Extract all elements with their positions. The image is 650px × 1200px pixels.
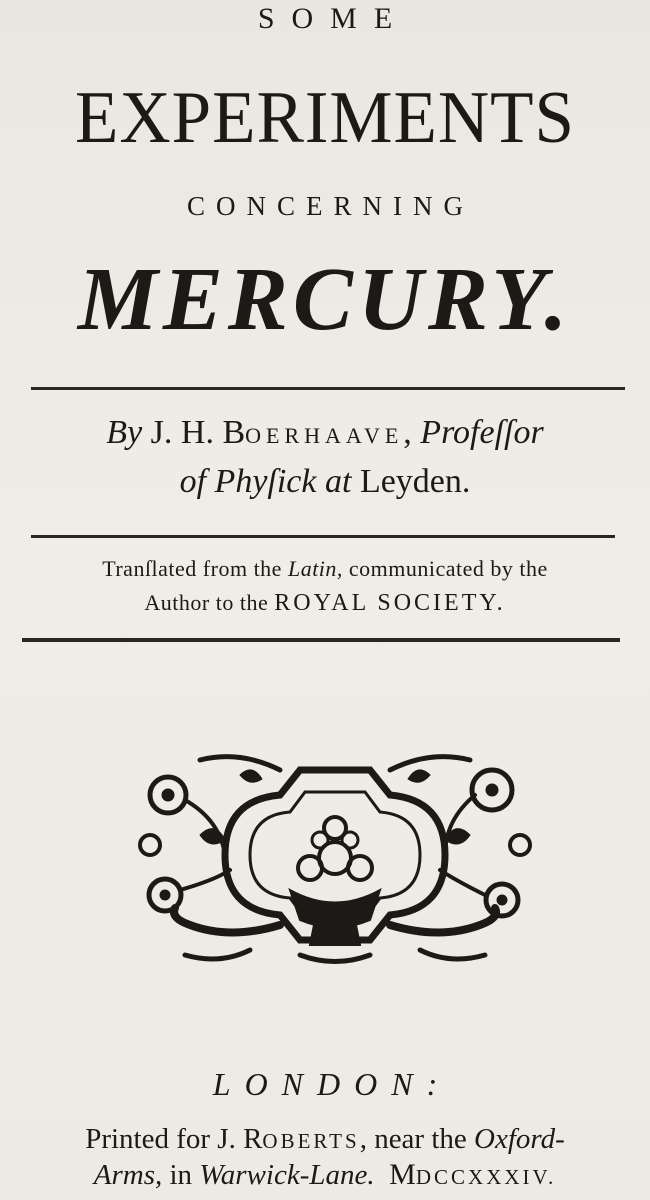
- arms-word: Arms,: [93, 1159, 163, 1191]
- in-word: in: [169, 1159, 193, 1191]
- imprint-city: LONDON:: [212, 1066, 452, 1102]
- author-line-1: [0, 414, 650, 452]
- translation-line-2: [0, 590, 650, 617]
- author-initials: J. H.: [150, 414, 214, 451]
- printer-initial: R: [243, 1123, 263, 1155]
- author-line-2: [0, 463, 650, 501]
- author-name-initial: B: [222, 414, 246, 451]
- near-text: , near the: [359, 1123, 467, 1155]
- physick-word: Phyſick: [214, 463, 317, 500]
- title-subject: MERCURY.: [77, 250, 573, 349]
- translation-line-1: [0, 556, 650, 582]
- author-title: Profeſſor: [420, 414, 544, 451]
- printed-for: Printed for J.: [85, 1123, 236, 1155]
- author-name-rest: OERHAAVE: [245, 423, 404, 448]
- translation-text-author: Author to the: [144, 590, 269, 615]
- author-comma: ,: [403, 414, 412, 451]
- translation-text-start: Tranſlated from the: [102, 556, 282, 581]
- divider-rule: [31, 535, 615, 538]
- title-experiments: EXPERIMENTS: [75, 77, 575, 159]
- ornament-vignette-icon: [130, 740, 540, 970]
- of-word: of: [179, 463, 207, 500]
- year-initial: M: [389, 1158, 416, 1191]
- imprint-line-2: [0, 1158, 650, 1192]
- title-some: SOME: [257, 2, 410, 35]
- by-word: By: [106, 414, 143, 451]
- translation-text-end: communicated by the: [348, 556, 548, 581]
- oxford-word: Oxford-: [474, 1123, 565, 1155]
- title-concerning: CONCERNING: [186, 191, 474, 221]
- divider-rule: [22, 638, 620, 642]
- royal-society: ROYAL SOCIETY.: [274, 590, 506, 616]
- divider-rule: [31, 387, 625, 390]
- printer-name-rest: OBERTS: [262, 1129, 360, 1153]
- imprint-line-1: [0, 1123, 650, 1156]
- year-rest: DCCXXXIV.: [415, 1165, 557, 1189]
- latin-word: Latin,: [287, 556, 343, 581]
- author-place: Leyden.: [359, 463, 471, 500]
- lane-name: Warwick-Lane.: [199, 1159, 375, 1191]
- at-word: at: [324, 463, 352, 500]
